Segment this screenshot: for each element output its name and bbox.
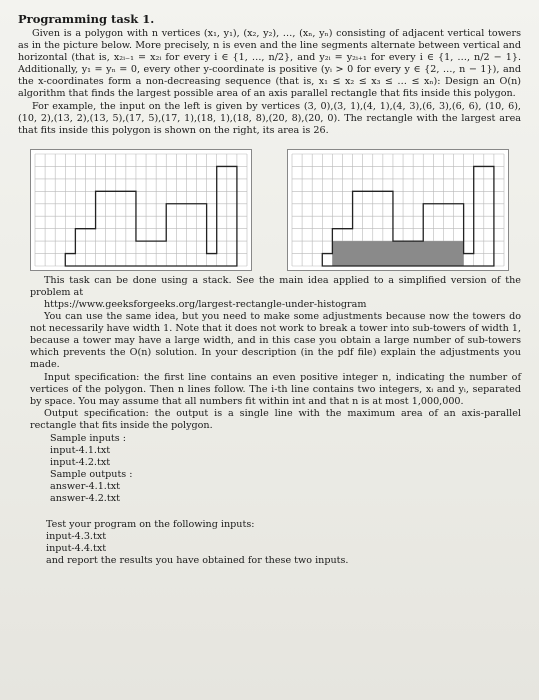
intro-paragraph: Given is a polygon with n vertices (x₁, y₁), (x₂, y₂), …, (xₙ, yₙ) consisting of adjacent vertical towers as in the picture below. More precisely, n is even and the line segments alternate between vertical and horizontal (that is, x₂ᵢ₋₁ = x₂ᵢ for every i ∈ {1, …, n/2}, and y₂ᵢ = y₂ᵢ₊₁ for every i ∈ {1, …, n/2 − 1}. Additionally, y₁ = yₙ = 0, every other y-coordinate is positive (yᵢ > 0 for every y ∈ {2, …, n − 1}), and the x-coordinates form a non-decreasing sequence (that is, x₁ ≤ x₂ ≤ x₃ ≤ … ≤ xₙ): Design an O(n) algorithm that finds the largest possible area of an axis parallel rectangle that fits inside this polygon.: [18, 28, 521, 100]
output-spec-paragraph: Output specification: the output is a single line with the maximum area of an axis-parallel rectangle that fits inside the polygon.: [30, 407, 521, 431]
samples-block: [50, 433, 521, 505]
sample-outputs-label: Sample outputs :: [50, 468, 133, 480]
sample-input-2: input-4.2.txt: [50, 456, 111, 468]
test-closing: and report the results you have obtained for these two inputs.: [46, 554, 349, 566]
figures-row: [30, 149, 509, 271]
example-paragraph: For example, the input on the left is given by vertices (3, 0),(3, 1),(4, 1),(4, 3),(6, 3),(6, 6), (10, 6),(10, 2),(13, 2),(13, 5),(17, 5),(17, 1),(18, 1),(18, 8),(20, 8),(20, 0). The rectangle with the largest area that fits inside this polygon is shown on the right, its area is 26.: [18, 100, 521, 136]
sample-inputs-label: Sample inputs :: [50, 432, 126, 444]
polygon-figure-left: [30, 149, 252, 271]
sample-output-1: answer-4.1.txt: [50, 480, 120, 492]
task-title: Programming task 1.: [18, 12, 155, 26]
largest-rectangle: [332, 241, 463, 266]
sample-input-1: input-4.1.txt: [50, 444, 111, 456]
polygon-figure-right-svg: [288, 150, 508, 270]
sample-output-2: answer-4.2.txt: [50, 492, 120, 504]
input-spec-paragraph: Input specification: the first line contains an even positive integer n, indicating the number of vertices of the polygon. Then n lines follow. The i-th line contains two integers, xᵢ and yᵢ, separated by space. You may assume that all numbers fit within int and that n is at most 1,000,000.: [30, 371, 521, 407]
test-intro: Test your program on the following inputs:: [46, 518, 255, 530]
test-block: [46, 519, 521, 567]
adjust-paragraph: You can use the same idea, but you need to make some adjustments because now the towers do not necessarily have width 1. Note that it does not work to break a tower into sub-towers of width 1, because a tower may have a large width, and in this case you obtain a large number of sub-towers which prevents the O(n) solution. In your description (in the pdf file) explain the adjustments you made.: [30, 311, 521, 371]
stack-paragraph: This task can be done using a stack. See the main idea applied to a simplified version of the problem at: [30, 274, 521, 298]
polygon-figure-left-svg: [31, 150, 251, 270]
polygon-figure-right: [287, 149, 509, 271]
reference-link[interactable]: https://www.geeksforgeeks.org/largest-rectangle-under-histogram: [44, 299, 367, 311]
test-input-4: input-4.4.txt: [46, 542, 107, 554]
test-input-3: input-4.3.txt: [46, 530, 107, 542]
